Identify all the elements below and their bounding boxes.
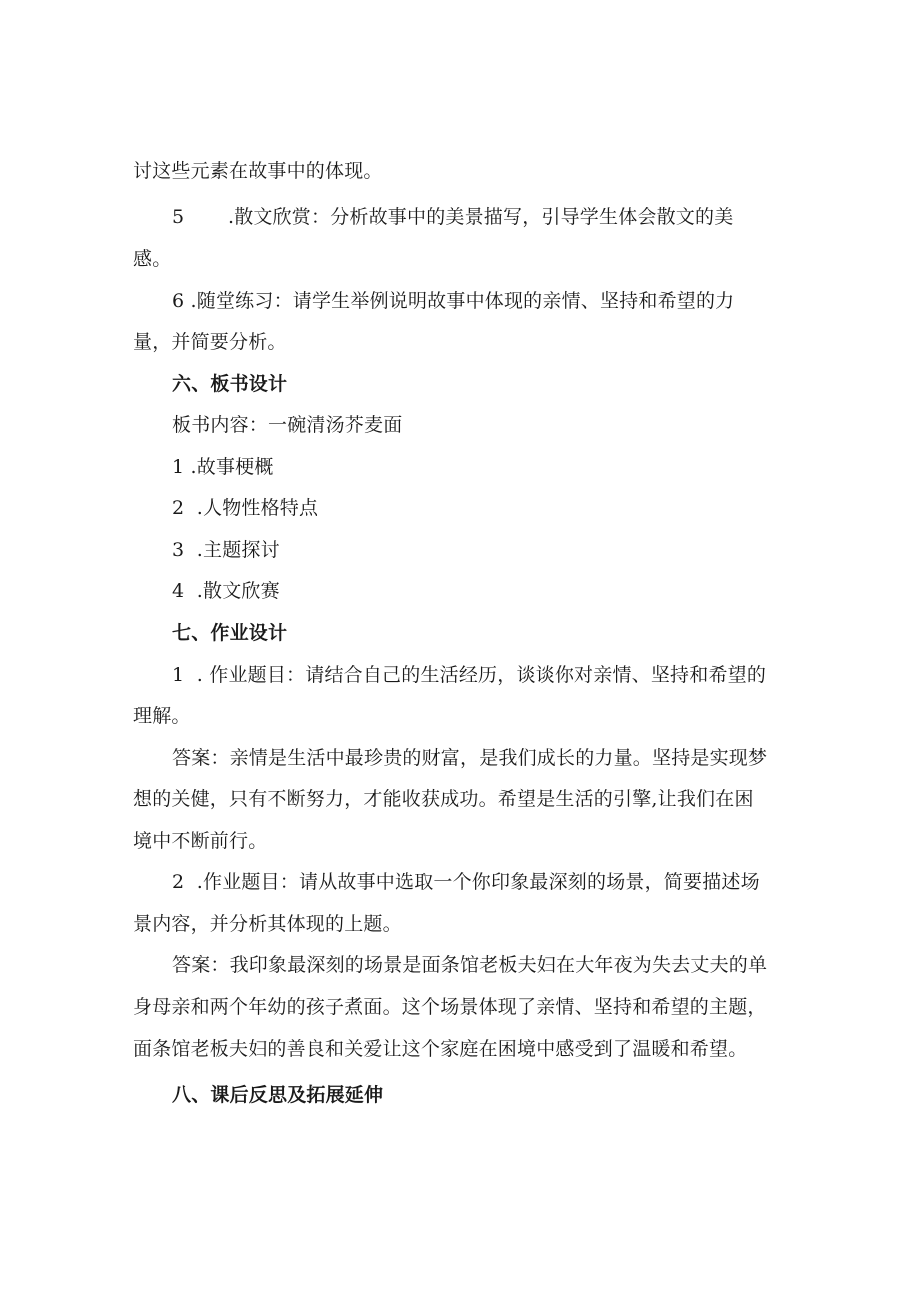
list-item-1: 1 .故事梗概 [172, 456, 274, 478]
list-item-2: 2 .人物性格特点 [172, 497, 319, 519]
section-heading-8: 八、课后反思及拓展延伸 [172, 1084, 384, 1106]
paragraph-line: 理解。 [133, 705, 191, 727]
paragraph-line: 量，并简要分析。 [133, 331, 287, 353]
list-item-5: 5 .散文欣赏：分析故事中的美景描写，引导学生体会散文的美 [172, 206, 734, 228]
section-heading-6: 六、板书设计 [172, 373, 288, 395]
list-item-6: 6 .随堂练习：请学生举例说明故事中体现的亲情、坚持和希望的力 [172, 290, 735, 312]
answer-line: 身母亲和两个年幼的孩子煮面。这个场景体现了亲情、坚持和希望的主题， [133, 996, 767, 1018]
section-heading-7: 七、作业设计 [172, 622, 288, 644]
list-item-3: 3 .主题探讨 [172, 539, 280, 561]
paragraph-line: 讨这些元素在故事中的体现。 [133, 160, 383, 182]
paragraph-line: 板书内容：一碗清汤芥麦面 [172, 414, 403, 436]
homework-item-2: 2 .作业题目：请从故事中选取一个你印象最深刻的场景，简要描述场 [172, 871, 760, 893]
homework-item-1: 1 . 作业题目：请结合自己的生活经历，谈谈你对亲情、坚持和希望的 [172, 664, 767, 686]
list-item-4: 4 .散文欣赛 [172, 580, 280, 602]
answer-line: 答案：亲情是生活中最珍贵的财富，是我们成长的力量。坚持是实现梦 [172, 747, 768, 769]
answer-line: 境中不断前行。 [133, 830, 268, 852]
answer-line: 面条馆老板夫妇的善良和关爱让这个家庭在困境中感受到了温暖和希望。 [133, 1038, 748, 1060]
answer-line: 答案：我印象最深刻的场景是面条馆老板夫妇在大年夜为失去丈夫的单 [172, 954, 768, 976]
paragraph-line: 景内容，并分析其体现的上题。 [133, 913, 402, 935]
paragraph-line: 感。 [133, 248, 172, 270]
answer-line: 想的关健，只有不断努力，才能收获成功。希望是生活的引擎,让我们在困 [133, 788, 754, 810]
